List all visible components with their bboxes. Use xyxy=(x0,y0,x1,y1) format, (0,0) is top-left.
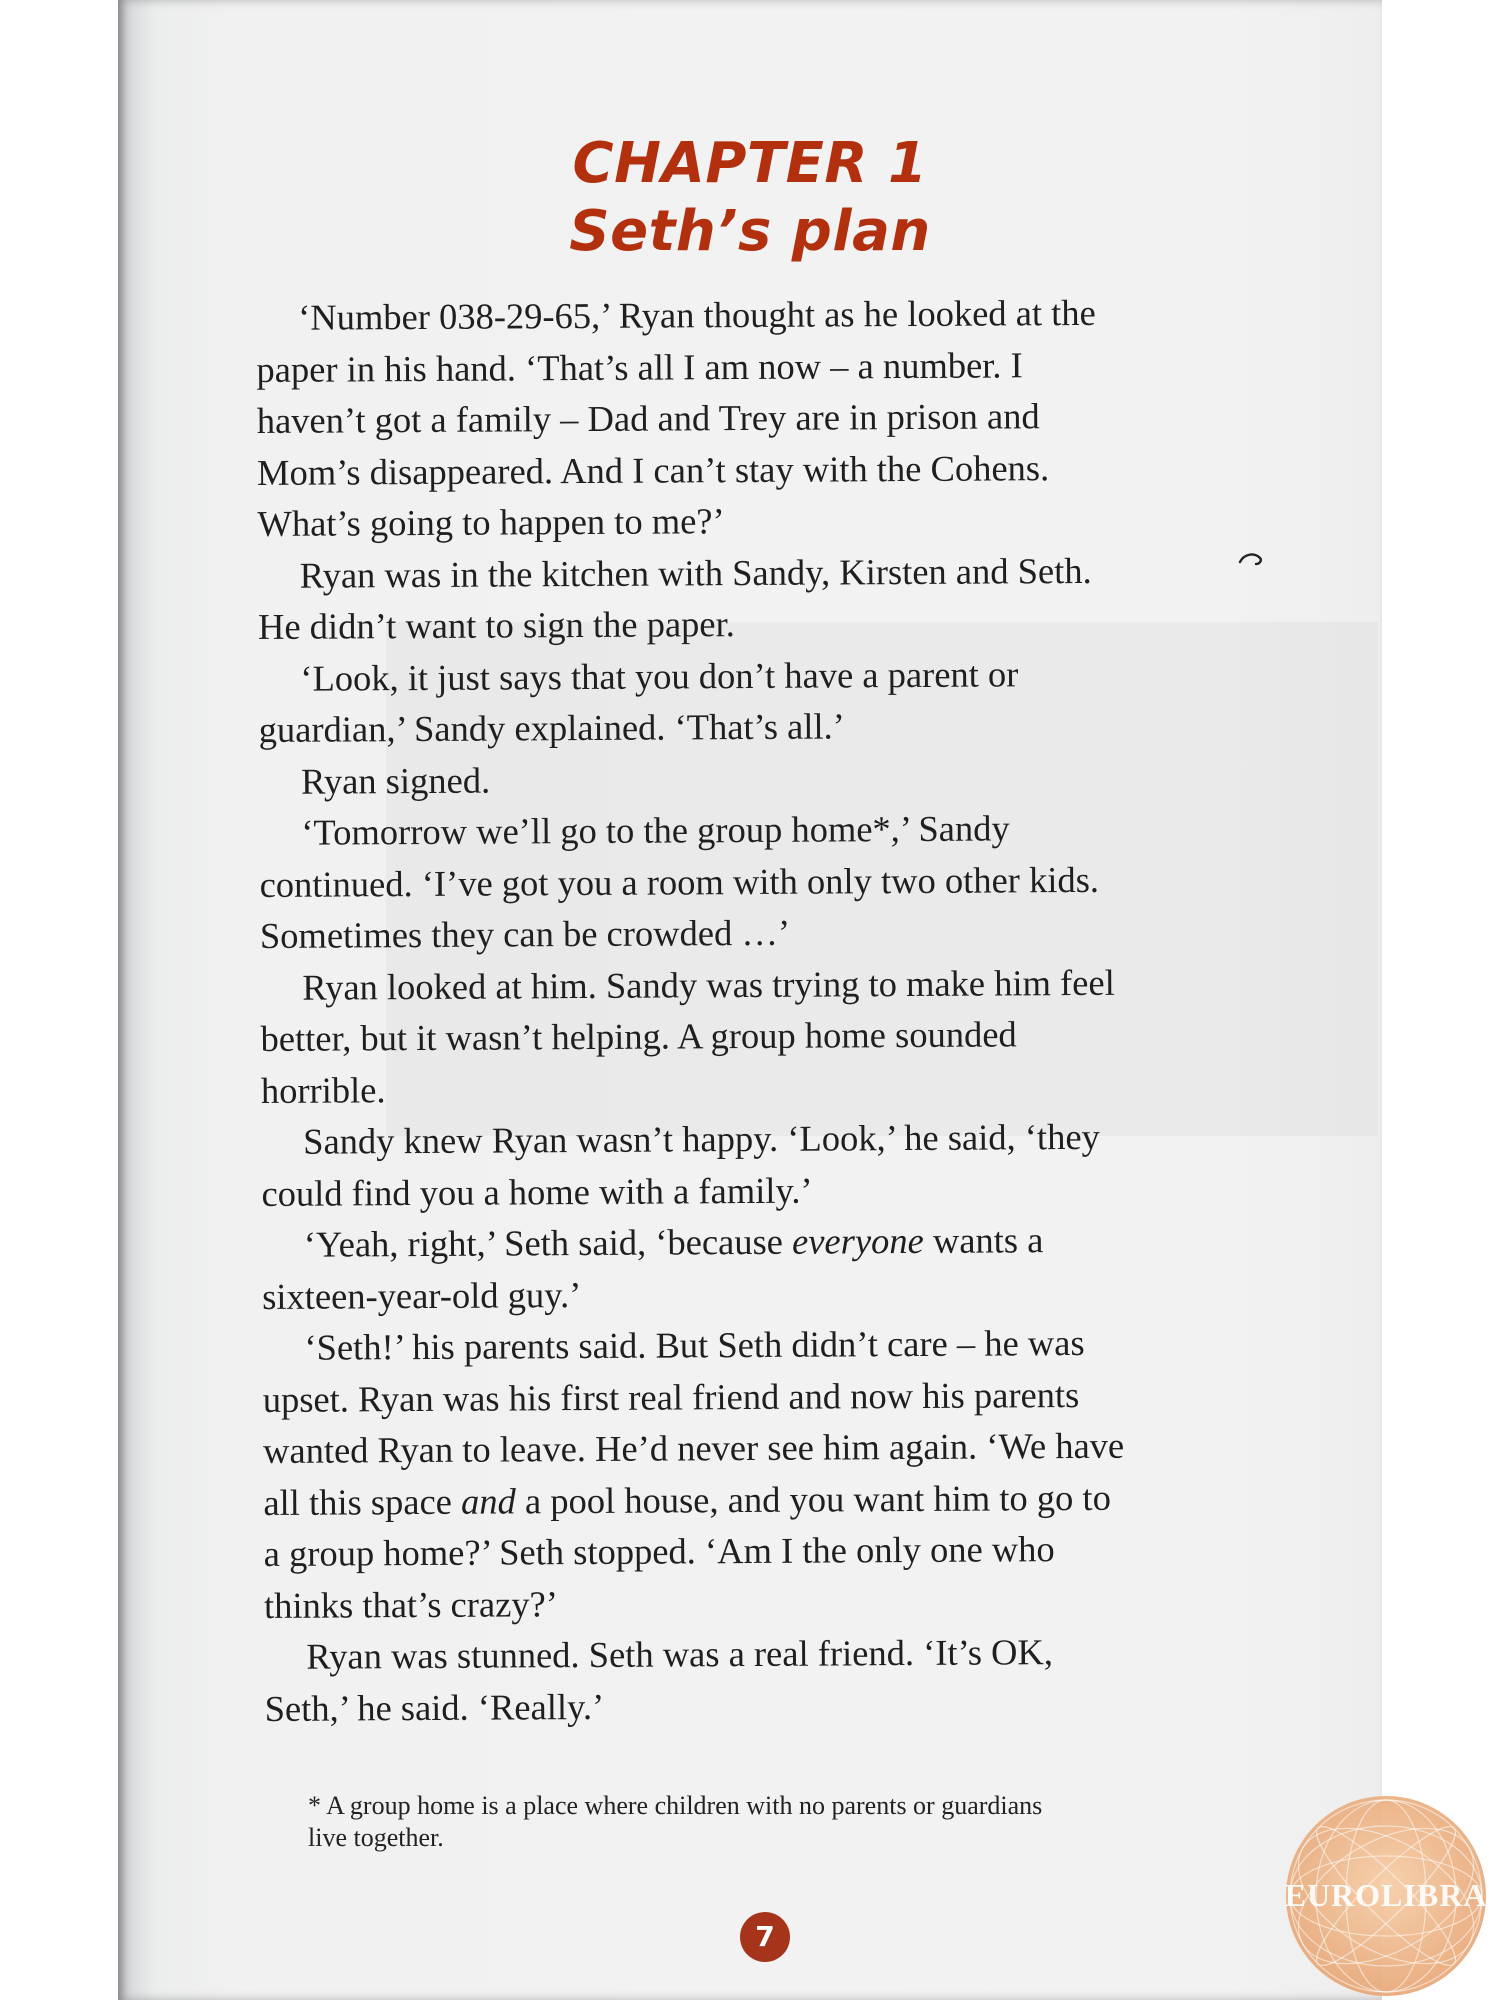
text-line: ‘Number 038-29-65,’ Ryan thought as he looked at the xyxy=(298,291,1096,338)
footnote-line: live together. xyxy=(308,1823,444,1852)
watermark-text: EUROLIBRA xyxy=(1284,1877,1488,1913)
chapter-heading xyxy=(118,130,1382,266)
text-line: Mom’s disappeared. And I can’t stay with the Cohens. xyxy=(256,446,1050,493)
paragraph xyxy=(259,800,1382,961)
book-page xyxy=(118,0,1382,2000)
paragraph xyxy=(264,1624,1382,1734)
text-line: all this space and a pool house, and you want him to go to xyxy=(263,1476,1112,1523)
text-line: could find you a home with a family.’ xyxy=(261,1169,813,1214)
text-line: Ryan looked at him. Sandy was trying to make him feel xyxy=(302,961,1115,1008)
eurolibra-watermark-logo xyxy=(1282,1792,1490,2000)
paragraph xyxy=(258,646,1382,756)
text-line: guardian,’ Sandy explained. ‘That’s all.’ xyxy=(258,705,845,750)
page-number-badge: 7 xyxy=(740,1912,790,1962)
text-line: Ryan signed. xyxy=(300,759,491,802)
text-line: Sometimes they can be crowded …’ xyxy=(259,911,791,956)
text-line: wanted Ryan to leave. He’d never see him again. ‘We have xyxy=(262,1424,1125,1471)
pen-mark-icon xyxy=(1238,552,1264,572)
text-line: upset. Ryan was his first real friend and now his parents xyxy=(262,1373,1080,1420)
text-line: Sandy knew Ryan wasn’t happy. ‘Look,’ he said, ‘they xyxy=(303,1115,1100,1162)
text-line: sixteen-year-old guy.’ xyxy=(262,1273,582,1317)
text-line: Ryan was in the kitchen with Sandy, Kirsten and Seth. xyxy=(299,549,1092,596)
text-line: better, but it wasn’t helping. A group home sounded xyxy=(260,1013,1017,1059)
paragraph xyxy=(256,285,1382,549)
text-line: continued. ‘I’ve got you a room with only two other kids. xyxy=(259,858,1100,905)
text-line: Ryan was stunned. Seth was a real friend. ‘It’s OK, xyxy=(306,1631,1054,1677)
text-line: haven’t got a family – Dad and Trey are in prison and xyxy=(256,395,1040,441)
paragraph xyxy=(259,749,1382,807)
text-line: ‘Tomorrow we’ll go to the group home*,’ Sandy xyxy=(301,807,1010,853)
paragraph xyxy=(262,1212,1382,1322)
paragraph xyxy=(261,1109,1382,1219)
paragraph xyxy=(262,1315,1382,1631)
footnote-line: * A group home is a place where children with no parents or guardians xyxy=(308,1791,1043,1820)
text-line: He didn’t want to sign the paper. xyxy=(257,603,735,647)
chapter-title: Seth’s plan xyxy=(569,199,931,264)
chapter-body xyxy=(256,285,1382,1734)
text-line: ‘Look, it just says that you don’t have a parent or xyxy=(300,652,1019,699)
footnote xyxy=(308,1790,1368,1854)
text-line: ‘Seth!’ his parents said. But Seth didn’t care – he was xyxy=(304,1321,1085,1368)
paragraph xyxy=(260,955,1382,1116)
paragraph xyxy=(258,543,1382,653)
text-line: What’s going to happen to me?’ xyxy=(257,500,725,544)
chapter-label: CHAPTER 1 xyxy=(572,131,928,196)
text-line: a group home?’ Seth stopped. ‘Am I the only one who xyxy=(263,1528,1055,1574)
text-line: ‘Yeah, right,’ Seth said, ‘because everyone wants a xyxy=(303,1219,1044,1265)
text-line: Seth,’ he said. ‘Really.’ xyxy=(264,1685,605,1729)
text-line: thinks that’s crazy?’ xyxy=(263,1582,559,1626)
text-line: horrible. xyxy=(260,1068,386,1111)
text-line: paper in his hand. ‘That’s all I am now – a number. I xyxy=(256,343,1023,390)
